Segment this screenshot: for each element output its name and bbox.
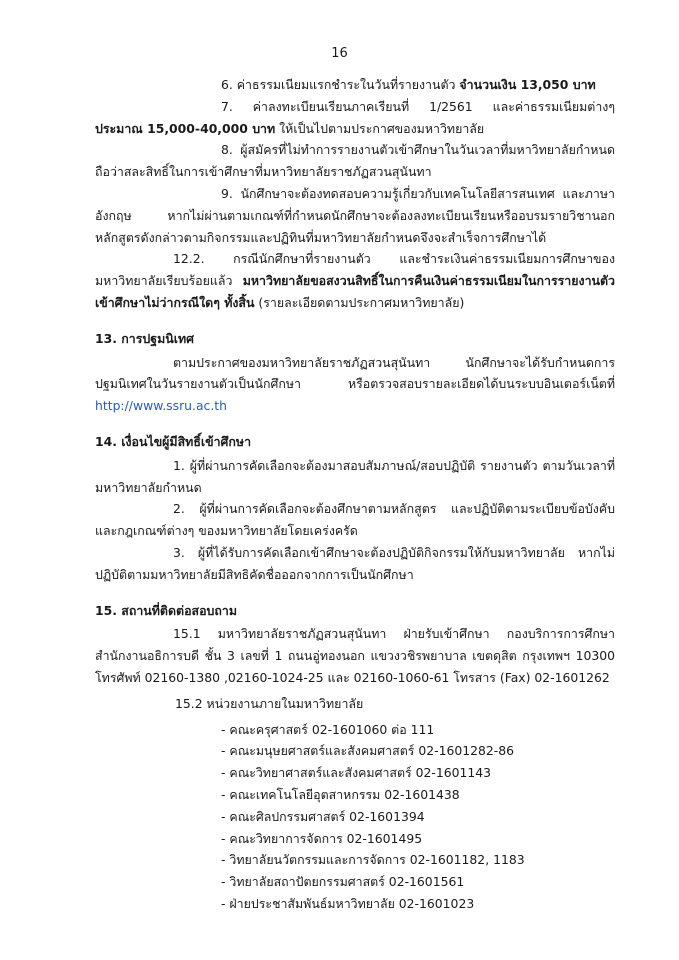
fee-item-7-text: 7. ค่าลงทะเบียนเรียนภาคเรียนที่ 1/2561 และค่าธรรมเนียมต่างๆ [221, 98, 615, 114]
list-item: - คณะวิทยาการจัดการ 02-1601495 [221, 830, 423, 846]
rule-item-8: 8. ผู้สมัครที่ไม่ทำการรายงานตัวเข้าศึกษาในวันเวลาที่มหาวิทยาลัยกำหนดถือว่าสละสิทธิ์ในการเข้าศึกษาที่มหาวิทยาลัยราชภัฏสวนสุนันทา [95, 142, 615, 180]
refund-tail: (รายละเอียดตามประกาศมหาวิทยาลัย) [254, 294, 465, 310]
section-15-heading: 15. สถานที่ติดต่อสอบถาม [95, 602, 238, 618]
list-item: - คณะศิลปกรรมศาสตร์ 02-1601394 [221, 808, 425, 824]
orientation-text: ตามประกาศของมหาวิทยาลัยราชภัฏสวนสุนันทา นักศึกษาจะได้รับกำหนดการปฐมนิเทศในวันรายงานตัวเป็นนักศึกษา หรือตรวจสอบรายละเอียดได้บนระบบอินเตอร์เน็ตที่ [95, 354, 615, 392]
section-14-heading: 14. เงื่อนไขผู้มีสิทธิ์เข้าศึกษา [95, 433, 252, 449]
list-item: - ฝ่ายประชาสัมพันธ์มหาวิทยาลัย 02-1601023 [221, 895, 475, 911]
page-number: 16 [331, 46, 348, 61]
condition-item-1: 1. ผู้ที่ผ่านการคัดเลือกจะต้องมาสอบสัมภาษณ์/สอบปฏิบัติ รายงานตัว ตามวันเวลาที่มหาวิทยาลัยกำหนด [95, 457, 615, 495]
list-item: - คณะเทคโนโลยีอุตสาหกรรม 02-1601438 [221, 786, 460, 802]
condition-item-3: 3. ผู้ที่ได้รับการคัดเลือกเข้าศึกษาจะต้องปฏิบัติกิจกรรมให้กับมหาวิทยาลัย หากไม่ปฏิบัติตามมหาวิทยาลัยมีสิทธิคัดชื่อออกจากการเป็นนักศึกษา [95, 544, 615, 582]
fee-item-6-amount: จำนวนเงิน 13,050 บาท [459, 77, 596, 92]
rule-item-9: 9. นักศึกษาจะต้องทดสอบความรู้เกี่ยวกับเทคโนโลยีสารสนเทศ และภาษาอังกฤษ หากไม่ผ่านตามเกณฑ์ที่กำหนดนักศึกษาจะต้องลงทะเบียนเรียนหรืออบรมรายวิชานอกหลักสูตรดังกล่าวตามกิจกรรมและปฏิทินที่มหาวิทยาลัยกำหนดจึงจะสำเร็จการศึกษาได้ [95, 185, 615, 245]
section-13-heading: 13. การปฐมนิเทศ [95, 330, 194, 346]
list-item: - คณะมนุษยศาสตร์และสังคมศาสตร์ 02-1601282-86 [221, 743, 514, 759]
fee-item-7-tail: ให้เป็นไปตามประกาศของมหาวิทยาลัย [275, 120, 485, 136]
fee-item-6-text: 6. ค่าธรรมเนียมแรกชำระในวันที่รายงานตัว [221, 77, 460, 92]
list-item: - คณะวิทยาศาสตร์และสังคมศาสตร์ 02-1601143 [221, 765, 492, 781]
page-content [95, 74, 615, 915]
fee-item-6 [95, 74, 615, 96]
refund-notice: มหาวิทยาลัยขอสงวนสิทธิ์ในการคืนเงินค่าธรรมเนียมในการรายงานตัวเข้าศึกษาไม่ว่ากรณีใดๆ ทั้งสิ้น [95, 273, 615, 310]
list-item: - วิทยาลัยสถาปัตยกรรมศาสตร์ 02-1601561 [221, 874, 465, 890]
contact-15-2-heading: 15.2 หน่วยงานภายในมหาวิทยาลัย [175, 695, 364, 711]
section-13-text [95, 352, 615, 417]
refund-text: 12.2. กรณีนักศึกษาที่รายงานตัว และชำระเงินค่าธรรมเนียมการศึกษาของมหาวิทยาลัยเรียบร้อยแล้ว [95, 251, 615, 289]
condition-item-2: 2. ผู้ที่ผ่านการคัดเลือกจะต้องศึกษาตามหลักสูตร และปฏิบัติตามระเบียบข้อบังคับ และกฎเกณฑ์ต่างๆ ของมหาวิทยาลัยโดยเคร่งครัด [95, 501, 615, 539]
ssru-link[interactable]: http://www.ssru.ac.th [95, 398, 228, 414]
refund-item-12-2 [95, 248, 615, 313]
contact-15-1: 15.1 มหาวิทยาลัยราชภัฏสวนสุนันทา ฝ่ายรับเข้าศึกษา กองบริการการศึกษา สำนักงานอธิการบดี ชั้น 3 เลขที่ 1 ถนนอู่ทองนอก แขวงวชิรพยาบาล เขตดุสิต กรุงเทพฯ 10300 โทรศัพท์ 02160-1380 ,02160-1024-25 และ 02160-1060-61 โทรสาร (Fax) 02-1601262 [95, 626, 615, 685]
fee-item-7 [95, 96, 615, 140]
list-item: - คณะครุศาสตร์ 02-1601060 ต่อ 111 [221, 721, 435, 737]
fee-item-7-amount: ประมาณ 15,000-40,000 บาท [95, 120, 276, 136]
list-item: - วิทยาลัยนวัตกรรมและการจัดการ 02-1601182, 1183 [221, 852, 525, 868]
